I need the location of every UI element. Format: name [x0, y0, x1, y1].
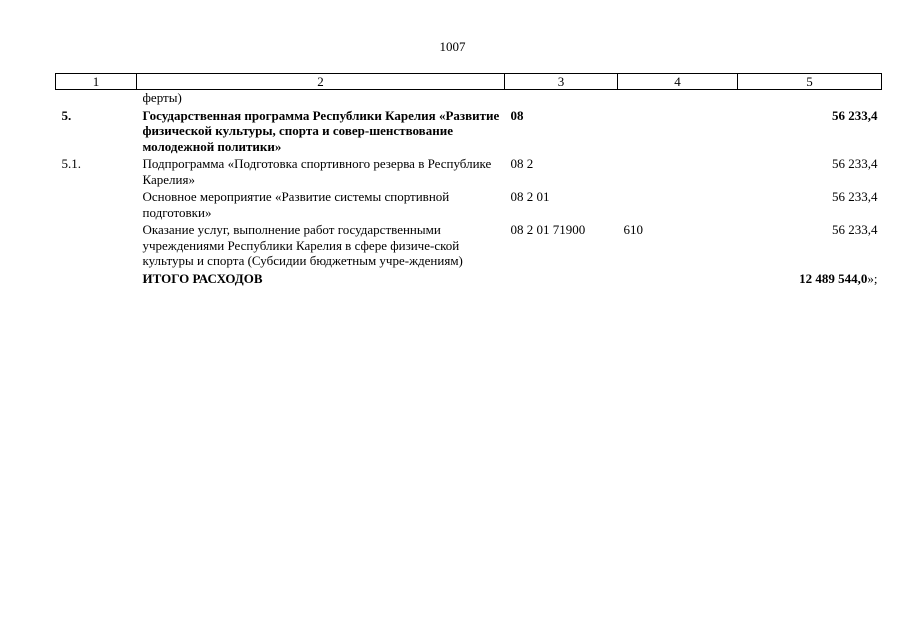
table-row [56, 108, 882, 157]
row-amount: 56 233,4 [832, 222, 878, 237]
row-name: Основное мероприятие «Развитие системы спортивной подготовки» [142, 189, 450, 220]
row-amount [738, 90, 882, 108]
row-expense-type [618, 189, 738, 222]
row-number [56, 189, 137, 222]
page-number: 1007 [439, 39, 466, 54]
row-name: Подпрограмма «Подготовка спортивного резерва в Республике Карелия» [142, 156, 492, 187]
row-code [505, 90, 618, 108]
row-name: Оказание услуг, выполнение работ государственными учреждениями Республики Карелия в сфере физиче-ской культуры и спорта (Субсидии бюджетным учре-ждениям) [142, 222, 463, 268]
total-amount-cell [738, 271, 882, 289]
row-number: 5. [61, 107, 72, 123]
row-number: 5.1. [61, 156, 81, 171]
table-row [56, 189, 882, 222]
header-col-3: 3 [505, 74, 618, 90]
row-code: 08 2 01 [510, 189, 550, 204]
total-row [56, 271, 882, 289]
row-amount: 56 233,4 [832, 107, 878, 123]
row-expense-type [618, 90, 738, 108]
budget-table [55, 73, 882, 288]
row-code: 08 2 [510, 156, 534, 171]
header-col-5: 5 [738, 74, 882, 90]
table-row [56, 90, 882, 108]
row-name: ферты) [142, 90, 182, 105]
total-label: ИТОГО РАСХОДОВ [142, 270, 263, 286]
header-col-4: 4 [618, 74, 738, 90]
row-code: 08 [510, 107, 524, 123]
row-name: Государственная программа Республики Карелия «Развитие физической культуры, спорта и совер-шенствование молодежной политики» [142, 107, 500, 154]
total-amount: 12 489 544,0 [799, 270, 868, 286]
table-row [56, 156, 882, 189]
row-number [56, 90, 137, 108]
row-amount: 56 233,4 [832, 189, 878, 204]
table-row [56, 222, 882, 271]
header-col-1: 1 [56, 74, 137, 90]
row-amount: 56 233,4 [832, 156, 878, 171]
row-expense-type [618, 108, 738, 157]
header-col-2: 2 [137, 74, 505, 90]
total-suffix: »; [867, 270, 878, 286]
row-code: 08 2 01 71900 [510, 222, 586, 237]
row-expense-type [618, 156, 738, 189]
row-expense-type: 610 [623, 222, 643, 237]
column-number-header [56, 74, 882, 90]
row-number [56, 222, 137, 271]
